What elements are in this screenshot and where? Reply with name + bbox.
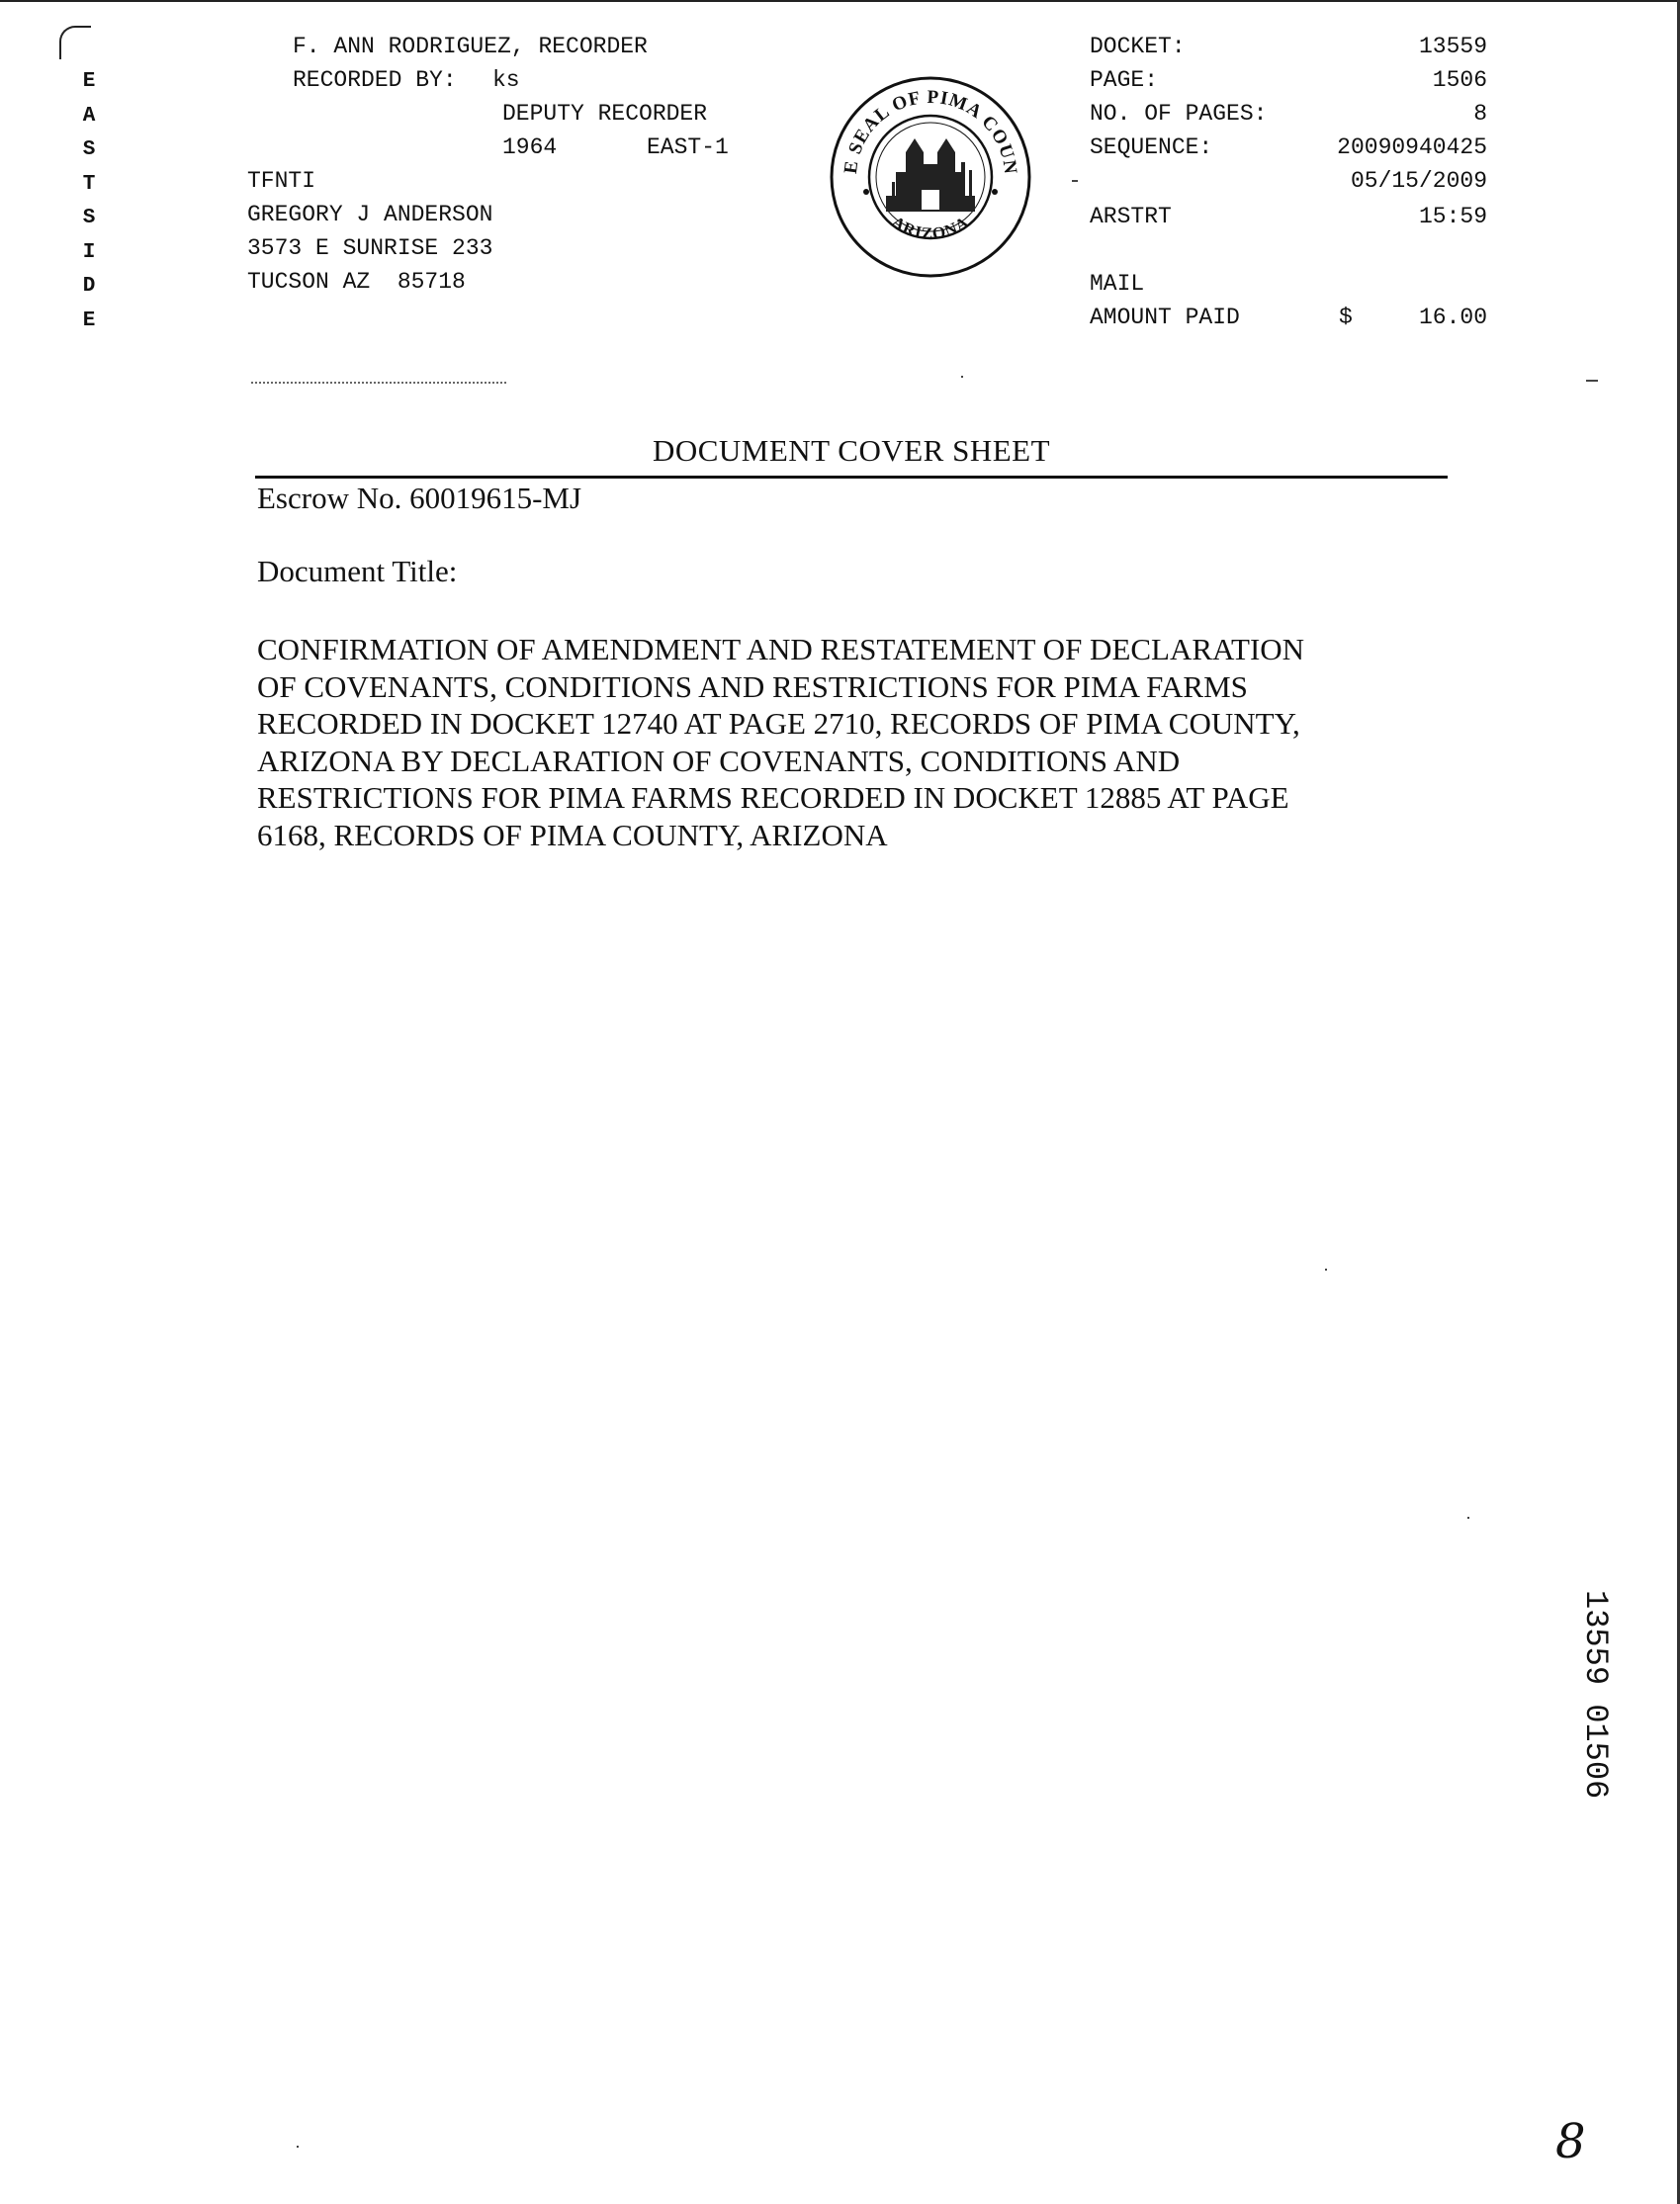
docket-page-margin-stamp: 13559 01506 — [1577, 1590, 1614, 1800]
document-title-line: RECORDED IN DOCKET 12740 AT PAGE 2710, RECORDS OF PIMA COUNTY, — [257, 706, 1300, 741]
eastside-letter: S — [82, 138, 96, 161]
sequence-value: 20090940425 — [1337, 134, 1487, 160]
document-title-line: ARIZONA BY DECLARATION OF COVENANTS, CONDITIONS AND — [257, 743, 1181, 778]
scan-speck — [1325, 1269, 1327, 1271]
eastside-vertical-label — [79, 65, 99, 338]
scan-speck — [1586, 380, 1598, 382]
seal-graphic — [827, 73, 1034, 281]
scan-speck — [1467, 1517, 1469, 1519]
seal-bottom-text: ARIZONA — [888, 212, 973, 243]
amount-paid-label: AMOUNT PAID — [1090, 305, 1240, 330]
recorder-name: F. ANN RODRIGUEZ, RECORDER — [293, 34, 648, 59]
document-type-code: ARSTRT — [1090, 204, 1172, 229]
pima-county-seal — [827, 73, 1034, 281]
document-title-line: CONFIRMATION OF AMENDMENT AND RESTATEMENT OF DECLARATION — [257, 632, 1305, 666]
page-value: 1506 — [1432, 67, 1487, 93]
document-title-line: 6168, RECORDS OF PIMA COUNTY, ARIZONA — [257, 817, 888, 852]
corner-crop-mark — [59, 26, 91, 59]
document-title-line: RESTRICTIONS FOR PIMA FARMS RECORDED IN DOCKET 12885 AT PAGE — [257, 780, 1289, 815]
return-code: TFNTI — [247, 168, 316, 194]
seal-mission-drawing — [886, 138, 975, 212]
scan-speck — [1072, 180, 1078, 182]
eastside-letter: I — [82, 240, 96, 264]
scan-speck — [297, 2146, 299, 2148]
deputy-office: EAST-1 — [647, 134, 729, 160]
pages-count-label: NO. OF PAGES: — [1090, 101, 1268, 127]
scan-speck — [961, 376, 963, 378]
document-title-label: Document Title: — [257, 554, 458, 588]
seal-top-text: E SEAL OF PIMA COUN — [840, 86, 1021, 176]
faint-cutoff-text-line — [251, 382, 506, 384]
eastside-letter: D — [82, 275, 96, 298]
return-city: TUCSON AZ 85718 — [247, 269, 466, 295]
title-underline — [255, 476, 1448, 479]
document-title-body — [257, 631, 1473, 853]
currency-symbol: $ — [1339, 305, 1353, 330]
eastside-letter: T — [82, 172, 96, 196]
recording-date: 05/15/2009 — [1350, 168, 1487, 194]
return-street: 3573 E SUNRISE 233 — [247, 235, 493, 261]
amount-paid-value: 16.00 — [1418, 305, 1487, 330]
cover-sheet-title: DOCUMENT COVER SHEET — [652, 433, 1051, 468]
deputy-recorder-label: DEPUTY RECORDER — [502, 101, 708, 127]
sequence-label: SEQUENCE: — [1090, 134, 1213, 160]
recording-time: 15:59 — [1418, 204, 1487, 229]
pages-count-value: 8 — [1473, 101, 1487, 127]
eastside-letter: E — [82, 309, 96, 332]
svg-text:ARIZONA — [888, 213, 972, 243]
eastside-letter: A — [82, 104, 96, 128]
docket-value: 13559 — [1418, 34, 1487, 59]
document-title-line: OF COVENANTS, CONDITIONS AND RESTRICTIONS FOR PIMA FARMS — [257, 668, 1248, 704]
return-name: GREGORY J ANDERSON — [247, 202, 493, 227]
eastside-letter: E — [82, 70, 96, 93]
scan-top-border — [0, 0, 1680, 2]
svg-text:THE SEAL OF PIMA COUNTY — [827, 73, 1020, 176]
page-label: PAGE: — [1090, 67, 1159, 93]
handwritten-page-count: 8 — [1555, 2114, 1586, 2169]
recorded-by-label: RECORDED BY: — [293, 67, 457, 93]
eastside-letter: S — [82, 207, 96, 229]
deputy-number: 1964 — [502, 134, 558, 160]
escrow-number: Escrow No. 60019615-MJ — [257, 481, 582, 515]
docket-label: DOCKET: — [1090, 34, 1186, 59]
mail-label: MAIL — [1090, 271, 1145, 297]
recorded-by-value: ks — [492, 67, 520, 93]
